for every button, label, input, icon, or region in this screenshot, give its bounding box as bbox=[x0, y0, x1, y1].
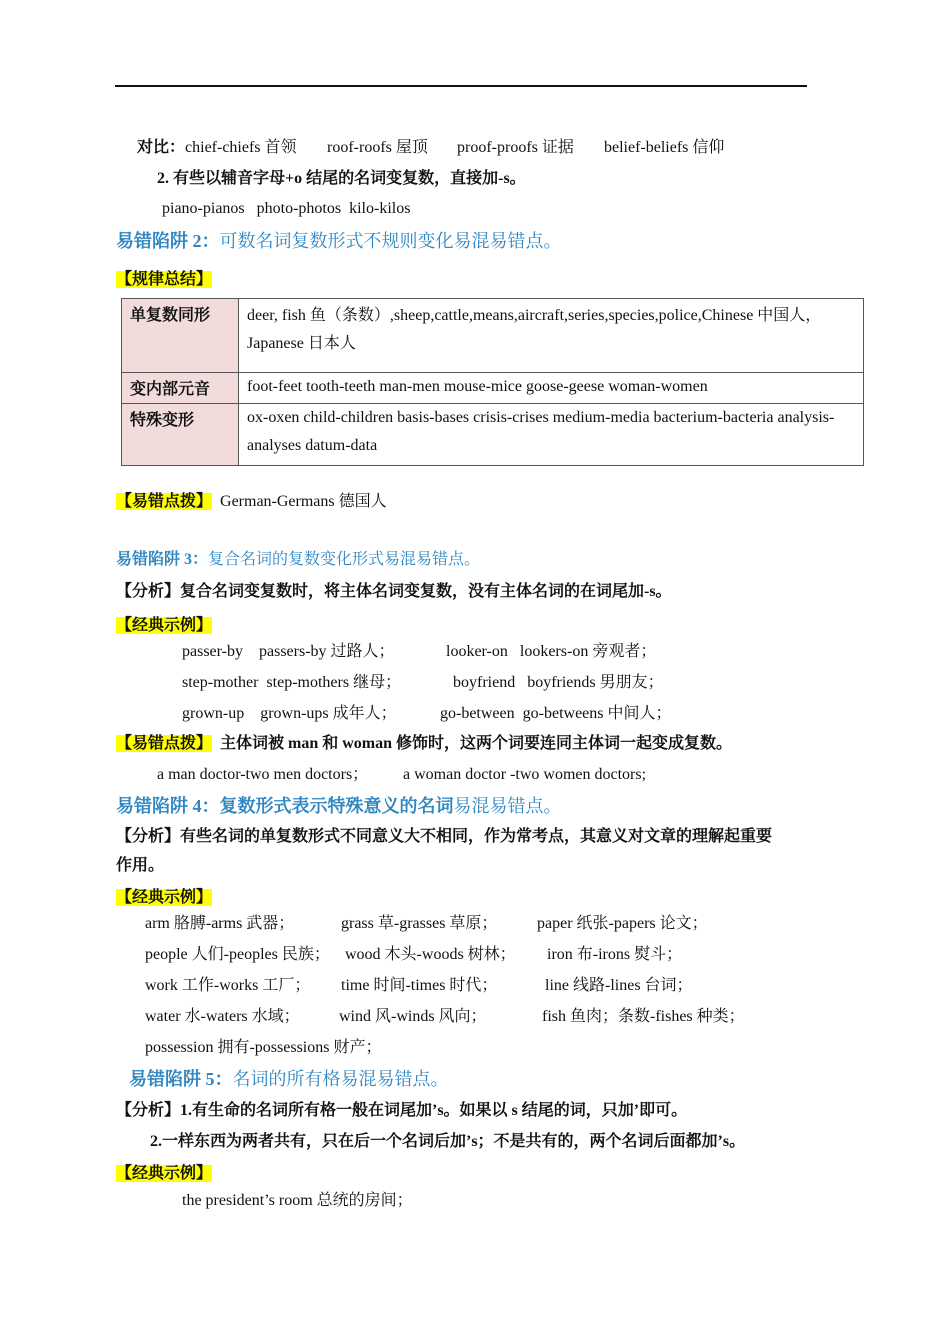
tip-tag: 【易错点拨】 bbox=[116, 493, 213, 510]
example-item: possession 拥有-possessions 财产； bbox=[145, 1039, 382, 1056]
compare-item: proof-proofs 证据 bbox=[457, 139, 574, 156]
table-key: 特殊变形 bbox=[122, 404, 239, 466]
compare-item: roof-roofs 屋顶 bbox=[327, 139, 428, 156]
example-tag-text: 【经典示例】 bbox=[116, 1165, 213, 1182]
trap4-title-rest: 易混易错点。 bbox=[453, 796, 562, 816]
example-item: wind 风-winds 风向； bbox=[339, 1008, 487, 1025]
trap4-heading bbox=[116, 795, 562, 817]
example-item: iron 布-irons 熨斗； bbox=[547, 946, 683, 963]
table-value: foot-feet tooth-teeth man-men mouse-mice goose-geese woman-women bbox=[239, 373, 864, 404]
example-item: work 工作-works 工厂； bbox=[145, 977, 311, 994]
trap4-title-bold: 复数形式表示特殊意义的名词 bbox=[219, 796, 454, 816]
trap5-prefix: 易错陷阱 5： bbox=[129, 1069, 233, 1089]
example-tag-text: 【经典示例】 bbox=[116, 889, 213, 906]
irregular-plural-table bbox=[121, 298, 864, 466]
example-item: passer-by passers-by 过路人； bbox=[182, 643, 395, 660]
example-tag-text: 【经典示例】 bbox=[116, 617, 213, 634]
example-item: people 人们-peoples 民族； bbox=[145, 946, 330, 963]
rule2-examples: piano-pianos photo-photos kilo-kilos bbox=[162, 200, 411, 217]
trap4-analysis: 【分析】有些名词的单复数形式不同意义大不相同，作为常考点，其意义对文章的理解起重要 bbox=[116, 828, 773, 845]
tip-text: 主体词被 man 和 woman 修饰时，这两个词要连同主体词一起变成复数。 bbox=[220, 735, 733, 752]
example-item: paper 纸张-papers 论文； bbox=[537, 915, 708, 932]
example-item: boyfriend boyfriends 男朋友； bbox=[453, 674, 664, 691]
compare-item: chief-chiefs 首领 bbox=[185, 139, 297, 156]
example-item: the president’s room 总统的房间； bbox=[182, 1192, 413, 1209]
trap5-analysis: 2.一样东西为两者共有，只在后一个名词后加’s；不是共有的，两个名词后面都加’s。 bbox=[150, 1133, 746, 1150]
table-key: 变内部元音 bbox=[122, 373, 239, 404]
example-item: wood 木头-woods 树林； bbox=[345, 946, 516, 963]
trap4-prefix: 易错陷阱 4： bbox=[116, 796, 220, 816]
trap3-analysis: 【分析】复合名词变复数时，将主体名词变复数，没有主体名词的在词尾加-s。 bbox=[116, 583, 672, 600]
compare-label: 对比： bbox=[137, 139, 186, 156]
trap2-prefix: 易错陷阱 2： bbox=[116, 231, 220, 251]
example-item: grown-up grown-ups 成年人； bbox=[182, 705, 397, 722]
rule-summary-tag bbox=[116, 266, 212, 289]
tip-example: a man doctor-two men doctors； bbox=[157, 766, 369, 783]
example-item: looker-on lookers-on 旁观者； bbox=[446, 643, 657, 660]
example-item: fish 鱼肉；条数-fishes 种类； bbox=[542, 1008, 745, 1025]
table-value: ox-oxen child-children basis-bases crisis-crises medium-media bacterium-bacteria analysis-analyses datum-data bbox=[239, 404, 864, 466]
trap5-heading bbox=[129, 1068, 449, 1090]
trap2-heading bbox=[116, 230, 562, 252]
header-rule bbox=[115, 85, 807, 87]
table-key: 单复数同形 bbox=[122, 299, 239, 373]
trap4-analysis: 作用。 bbox=[116, 857, 165, 874]
trap5-analysis: 【分析】1.有生命的名词所有格一般在词尾加’s。如果以 s 结尾的词，只加’即可。 bbox=[116, 1102, 688, 1119]
compare-item: belief-beliefs 信仰 bbox=[604, 139, 725, 156]
table-row bbox=[122, 373, 864, 404]
rule2-text: 2. 有些以辅音字母+o 结尾的名词变复数，直接加-s。 bbox=[157, 170, 526, 187]
example-tag bbox=[116, 884, 212, 907]
example-item: go-between go-betweens 中间人； bbox=[440, 705, 672, 722]
example-item: grass 草-grasses 草原； bbox=[341, 915, 498, 932]
tip-example: a woman doctor -two women doctors; bbox=[403, 766, 647, 783]
example-tag bbox=[116, 1160, 212, 1183]
table-row bbox=[122, 299, 864, 373]
example-item: water 水-waters 水域； bbox=[145, 1008, 300, 1025]
rule-summary-tag-text: 【规律总结】 bbox=[116, 271, 213, 288]
trap3-title: 复合名词的复数变化形式易混易错点。 bbox=[208, 551, 481, 568]
example-item: line 线路-lines 台词； bbox=[545, 977, 693, 994]
trap3-tip bbox=[116, 734, 732, 754]
trap3-heading bbox=[116, 550, 480, 570]
example-item: arm 胳膊-arms 武器； bbox=[145, 915, 295, 932]
table-value: deer, fish 鱼（条数）,sheep,cattle,means,aircraft,series,species,police,Chinese 中国人，Japanese 日本人 bbox=[239, 299, 864, 373]
example-tag bbox=[116, 612, 212, 635]
trap2-title: 可数名词复数形式不规则变化易混易错点。 bbox=[219, 231, 562, 251]
trap5-title: 名词的所有格易混易错点。 bbox=[232, 1069, 449, 1089]
example-item: step-mother step-mothers 继母； bbox=[182, 674, 402, 691]
table-row bbox=[122, 404, 864, 466]
trap2-tip bbox=[116, 492, 387, 512]
compare-line bbox=[137, 138, 297, 158]
tip-tag: 【易错点拨】 bbox=[116, 735, 213, 752]
tip-text: German-Germans 德国人 bbox=[220, 493, 387, 510]
trap3-prefix: 易错陷阱 3： bbox=[116, 551, 209, 568]
example-item: time 时间-times 时代； bbox=[341, 977, 498, 994]
